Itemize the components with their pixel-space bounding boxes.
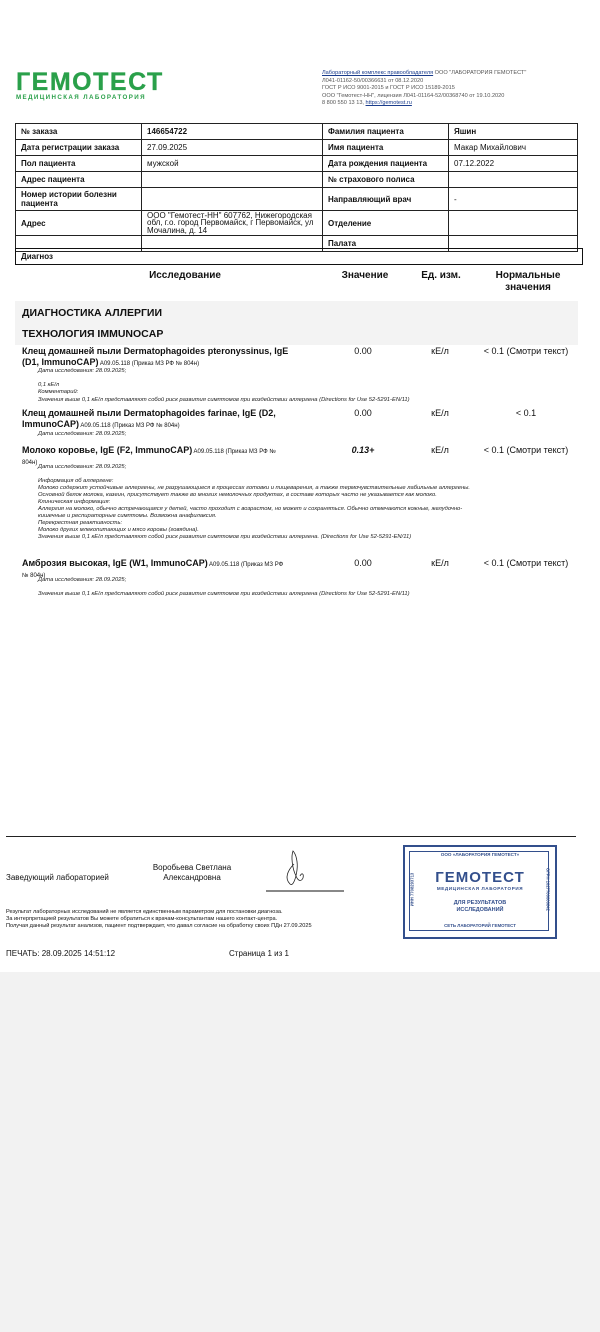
test-value: 0.00	[354, 408, 372, 418]
patient-sex: мужской	[142, 156, 323, 172]
test-date: Дата исследования: 28.09.2025;	[38, 368, 127, 374]
referring-doctor: -	[449, 188, 578, 211]
test-normal: < 0.1 (Смотри текст)	[483, 346, 569, 356]
order-label: № заказа	[16, 124, 142, 140]
column-normal: Нормальные значения	[495, 270, 561, 293]
section-subtitle: ТЕХНОЛОГИЯ IMMUNOCAP	[22, 328, 164, 340]
test-unit: кЕ/л	[431, 346, 449, 356]
test-date: Дата исследования: 28.09.2025;	[38, 577, 127, 583]
column-value: Значение	[341, 270, 389, 281]
test-value: 0.00	[354, 558, 372, 568]
test-unit: кЕ/л	[431, 445, 449, 455]
test-value-flagged: 0.13+	[351, 445, 375, 455]
test-normal: < 0.1 (Смотри текст)	[483, 445, 569, 455]
test-date: Дата исследования: 28.09.2025;	[38, 464, 127, 470]
report-page: ГЕМОТЕСТ МЕДИЦИНСКАЯ ЛАБОРАТОРИЯ Лабораторный комплекс правообладателя ООО "ЛАБОРАТОРИЯ ГЕМОТЕСТ" Л041-01162-50/00366631 от 08.12.2020 ГОСТ Р ИСО 9001-2015 и ГОСТ Р ИСО 15189-2015 ООО "Гемотест-НН", лицензия Л041-01164-52/00368740 от 19.10.2020 8 800 550 13 13, https://gemotest.ru № заказа 146654722 Фамилия пациента Яшин Дата регистрации заказа 27.09.2025 Имя пациента Макар Михайлович Пол пациента мужской Дата рождения пациента 07.12.2022 Адрес пациента № страхового полиса Номер истории болезни пациента Направляющий врач - Адрес ООО "Гемотест-НН" 607762, Нижегородская обл, г.о. город Первомайск, г Первомайск, ул Мочалина, д. 14 Отделение Палата Диагноз Исследование Значение Ед. изм. Нормальные значения ДИАГНОСТИКА АЛЛЕРГИИ ТЕХНОЛОГИЯ IMMUNOCAP Клещ домашней пыли Dermatophagoides pteronyssinus, IgE (D1, ImmunoCAP) A09.05.118 (Приказ МЗ РФ № 804н) 0.00 кЕ/л < 0.1 (Смотри текст) Дата исследования: 28.09.2025; 0,1 кЕ/л Комментарий: Значения выше 0,1 кЕ/л представляют собой риск развития симптомов при воздействии аллергена (Directions for Use 52-5291-EN/11) Клещ домашней пыли Dermatophagoides farinae, IgE (D2, ImmunoCAP) A09.05.118 (Приказ МЗ РФ № 804н) 0.00 кЕ/л < 0.1 Дата исследования: 28.09.2025; Молоко коровье, IgE (F2, ImmunoCAP) A09.05.118 (Приказ МЗ РФ № 804н) 0.13+ кЕ/л < 0.1 (Смотри текст) Дата исследования: 28.09.2025; Информация об аллергене: Молоко содержит устойчивые аллергены, не разрушающиеся в процессах готовки и пищеварения, а также термочувствительные лабильные аллергены. Основной белок молока, казеин, присутствует также во многих немолочных продуктах, в составе которых часто не указывается как молоко. Клиническая информация: Аллергия на молоко, обычно встречающаяся у детей, часто проходит с возрастом, но может и сохраняться. Обычно отмечаются кожные, желудочно- кишечные и респираторные симптомы. Возможна анафилаксия. Перекрестная реактивность: Молоко других млекопитающих и мясо коровы (говядина). Значения выше 0,1 кЕ/л представляют собой риск развития симптомов при воздействии аллергена. (Directions for Use 52-5291-EN/11) Амброзия высокая, IgE (W1, ImmunoCAP) A09.05.118 (Приказ МЗ РФ № 804н) 0.00 кЕ/л < 0.1 (Смотри текст) Дата исследования: 28.09.2025; Значения выше 0,1 кЕ/л представляют собой риск развития симптомов при воздействии аллергена (Directions for Use 52-5291-EN/11) Заведующий лабораторией Воробьева Светлана Александровна Результат лабораторных исследований не является единственным параметром для постановки диагноза. За интерпретацией результатов Вы можете обратиться к врачам-консультантам нашего контакт-центра. Получая данный результат анализов, пациент подтверждает, что давал согласие на обработку своих ПДн 27.09.2025 ПЕЧАТЬ: 28.09.2025 14:51:12 Страница 1 из 1 ООО «ЛАБОРАТОРИЯ ГЕМОТЕСТ» ГЕМОТЕСТ МЕДИЦИНСКАЯ ЛАБОРАТОРИЯ ДЛЯ РЕЗУЛЬТАТОВ ИССЛЕДОВАНИЙ СЕТЬ ЛАБОРАТОРИЙ ГЕМОТЕСТ ИНН 7708293713 ОГРН 1027700000842	[0, 0, 600, 972]
test-date: Дата исследования: 28.09.2025;	[38, 431, 127, 437]
license-block: Лабораторный комплекс правообладателя ООО "ЛАБОРАТОРИЯ ГЕМОТЕСТ" Л041-01162-50/00366631 от 08.12.2020 ГОСТ Р ИСО 9001-2015 и ГОСТ Р ИСО 15189-2015 ООО "Гемотест-НН", лицензия Л041-01164-52/00368740 от 19.10.2020 8 800 550 13 13, https://gemotest.ru	[322, 70, 527, 106]
page-number: Страница 1 из 1	[229, 949, 289, 958]
test-unit: кЕ/л	[431, 408, 449, 418]
test-row: Амброзия высокая, IgE (W1, ImmunoCAP) A09.05.118 (Приказ МЗ РФ № 804н)	[22, 558, 284, 579]
patient-info-table: № заказа 146654722 Фамилия пациента Яшин Дата регистрации заказа 27.09.2025 Имя пациента Макар Михайлович Пол пациента мужской Дата рождения пациента 07.12.2022 Адрес пациента № страхового полиса Номер истории болезни пациента Направляющий врач - Адрес ООО "Гемотест-НН" 607762, Нижегородская обл, г.о. город Первомайск, г Первомайск, ул Мочалина, д. 14 Отделение Палата	[15, 123, 578, 252]
lab-stamp: ООО «ЛАБОРАТОРИЯ ГЕМОТЕСТ» ГЕМОТЕСТ МЕДИЦИНСКАЯ ЛАБОРАТОРИЯ ДЛЯ РЕЗУЛЬТАТОВ ИССЛЕДОВАНИЙ СЕТЬ ЛАБОРАТОРИЙ ГЕМОТЕСТ ИНН 7708293713 ОГРН 1027700000842	[403, 845, 557, 939]
order-number: 146654722	[142, 124, 323, 140]
allergen-info: Информация об аллергене: Молоко содержит устойчивые аллергены, не разрушающиеся в процессах готовки и пищеварения, а также термочувствительные лабильные аллергены. Основной белок молока, казеин, присутствует также во многих немолочных продуктах, в составе которых часто не указывается как молоко. Клиническая информация: Аллергия на молоко, обычно встречающаяся у детей, часто проходит с возрастом, но может и сохраняться. Обычно отмечаются кожные, желудочно- кишечные и респираторные симптомы. Возможна анафилаксия. Перекрестная реактивность: Молоко других млекопитающих и мясо коровы (говядина). Значения выше 0,1 кЕ/л представляют собой риск развития симптомов при воздействии аллергена. (Directions for Use 52-5291-EN/11)	[38, 478, 471, 540]
gemotest-logo	[16, 70, 186, 102]
website-link[interactable]: https://gemotest.ru	[365, 100, 412, 106]
patient-name: Макар Михайлович	[449, 140, 578, 156]
print-timestamp: ПЕЧАТЬ: 28.09.2025 14:51:12	[6, 949, 116, 958]
test-row: Клещ домашней пыли Dermatophagoides farinae, IgE (D2, ImmunoCAP) A09.05.118 (Приказ МЗ РФ № 804н)	[22, 408, 276, 429]
surname-label: Фамилия пациента	[323, 124, 449, 140]
column-test: Исследование	[149, 270, 221, 281]
diagnosis-row: Диагноз	[15, 248, 583, 265]
section-title: ДИАГНОСТИКА АЛЛЕРГИИ	[22, 307, 163, 319]
footer-divider	[6, 836, 576, 837]
registration-date: 27.09.2025	[142, 140, 323, 156]
test-normal: < 0.1 (Смотри текст)	[483, 558, 569, 568]
logo-text: ГЕМОТЕСТ	[16, 68, 164, 96]
column-unit: Ед. изм.	[421, 270, 461, 281]
test-row: Клещ домашней пыли Dermatophagoides pteronyssinus, IgE (D1, ImmunoCAP) A09.05.118 (Приказ МЗ РФ № 804н)	[22, 346, 289, 367]
head-label: Заведующий лабораторией	[6, 873, 109, 882]
test-row: Молоко коровье, IgE (F2, ImmunoCAP) A09.05.118 (Приказ МЗ РФ № 804н)	[22, 445, 276, 466]
birth-date: 07.12.2022	[449, 156, 578, 172]
license-link[interactable]: Лабораторный комплекс правообладателя	[322, 70, 434, 76]
logo-subtitle: МЕДИЦИНСКАЯ ЛАБОРАТОРИЯ	[16, 94, 146, 101]
disclaimer: Результат лабораторных исследований не является единственным параметром для постановки диагноза. За интерпретацией результатов Вы можете обратиться к врачам-консультантам нашего контакт-центра. Получая данный результат анализов, пациент подтверждает, что давал согласие на обработку своих ПДн 27.09.2025	[6, 909, 312, 929]
section-allergy	[15, 301, 578, 345]
surname-value: Яшин	[449, 124, 578, 140]
lab-address: ООО "Гемотест-НН" 607762, Нижегородская обл, г.о. город Первомайск, г Первомайск, ул Мочалина, д. 14	[142, 211, 323, 236]
signature	[266, 846, 346, 894]
test-value: 0.00	[354, 346, 372, 356]
head-name: Воробьева Светлана Александровна	[152, 863, 232, 882]
test-normal: < 0.1	[515, 408, 537, 418]
test-unit: кЕ/л	[431, 558, 449, 568]
